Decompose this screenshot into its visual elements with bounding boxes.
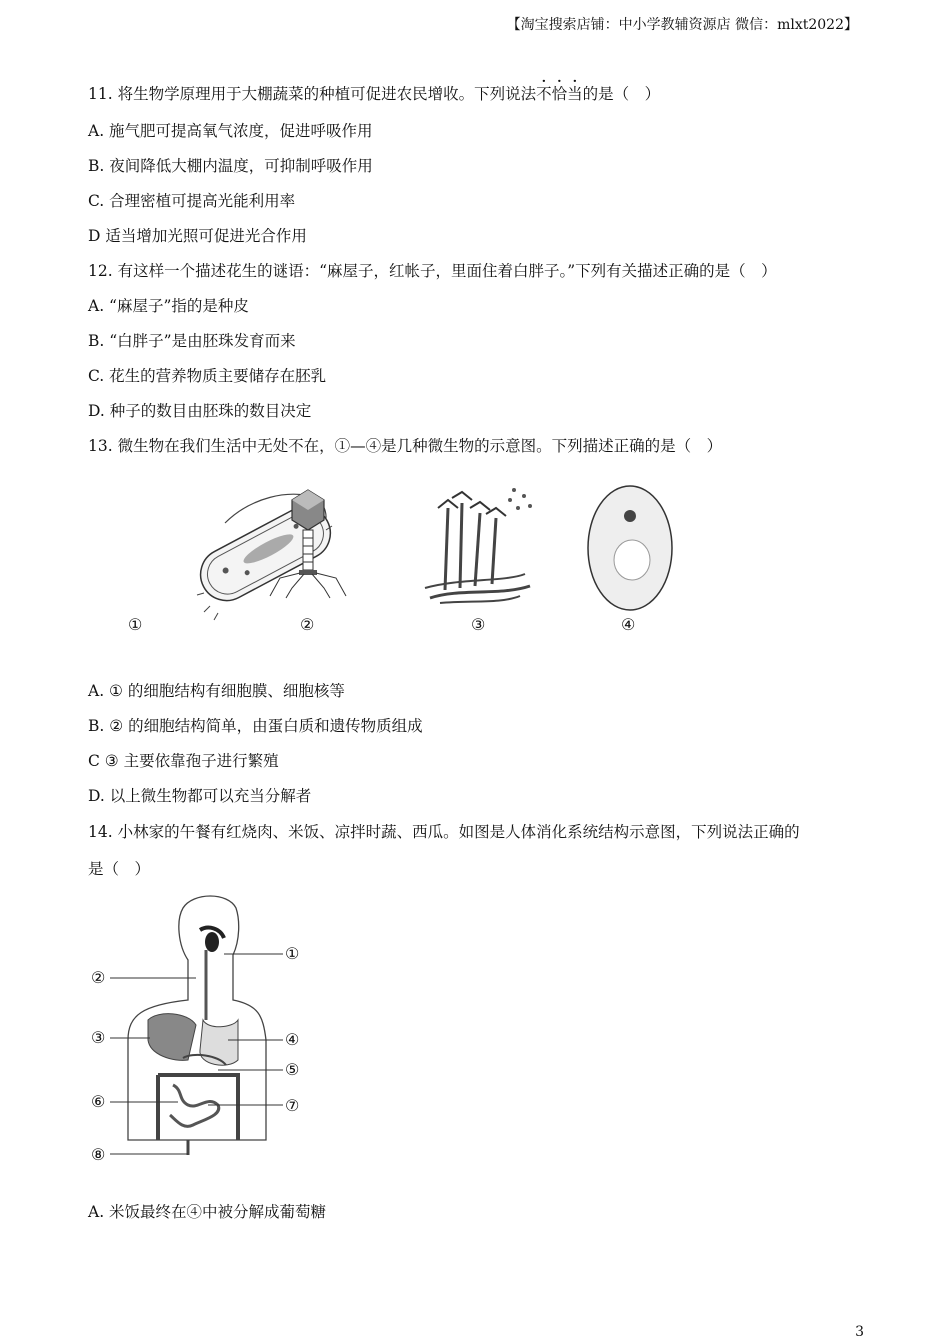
q14-label-8: ⑧ [91, 1145, 106, 1164]
q11-option-c: C. 合理密植可提高光能利用率 [88, 192, 296, 210]
q14-label-3: ③ [91, 1028, 106, 1047]
q14-label-2: ② [91, 968, 106, 987]
q14-label-7: ⑦ [285, 1096, 300, 1115]
q14-label-1: ① [285, 944, 300, 963]
q11-option-b: B. 夜间降低大棚内温度，可抑制呼吸作用 [88, 157, 373, 175]
page-number: 3 [855, 1324, 864, 1340]
mold-illustration [425, 488, 532, 603]
page-header: 【淘宝搜索店铺：中小学教辅资源店 微信：mlxt2022】 [506, 17, 858, 33]
q12-option-d: D. 种子的数目由胚珠的数目决定 [88, 402, 312, 420]
q13-label-3: ③ [471, 615, 486, 634]
q11-option-a: A. 施气肥可提高氧气浓度，促进呼吸作用 [88, 122, 373, 140]
q11-stem-post: 的是（ ） [582, 85, 661, 103]
q11-option-d: D 适当增加光照可促进光合作用 [88, 227, 307, 245]
q11-stem [88, 82, 660, 104]
q14-label-5: ⑤ [285, 1060, 300, 1079]
q13-label-2: ② [300, 615, 315, 634]
q13-stem: 13. 微生物在我们生活中无处不在，①—④是几种微生物的示意图。下列描述正确的是（ ） [88, 437, 723, 455]
q11-stem-pre: 11. 将生物学原理用于大棚蔬菜的种植可促进农民增收。下列说法 [88, 85, 537, 103]
q11-emph-3: 当 [567, 85, 583, 103]
q13-option-a: A. ① 的细胞结构有细胞膜、细胞核等 [88, 682, 345, 700]
q12-option-a: A. “麻屋子”指的是种皮 [88, 297, 249, 315]
q13-label-1: ① [128, 615, 143, 634]
q11-emph-1: 不 [536, 85, 552, 103]
q13-option-c: C ③ 主要依靠孢子进行繁殖 [88, 752, 279, 770]
q13-option-b: B. ② 的细胞结构简单，由蛋白质和遗传物质组成 [88, 717, 423, 735]
q13-label-4: ④ [621, 615, 636, 634]
yeast-illustration [588, 486, 672, 610]
q13-option-d: D. 以上微生物都可以充当分解者 [88, 787, 312, 805]
q12-option-b: B. “白胖子”是由胚珠发育而来 [88, 332, 296, 350]
q12-stem: 12. 有这样一个描述花生的谜语：“麻屋子，红帐子，里面住着白胖子。”下列有关描述正确的是（ ） [88, 262, 777, 280]
microbes-figure [100, 478, 700, 648]
q14-option-a: A. 米饭最终在④中被分解成葡萄糖 [88, 1203, 327, 1221]
q12-option-c: C. 花生的营养物质主要储存在胚乳 [88, 367, 327, 385]
q14-stem-line2: 是（ ） [88, 860, 151, 878]
q11-emph-2: 恰 [551, 85, 568, 103]
q14-stem-line1: 14. 小林家的午餐有红烧肉、米饭、凉拌时蔬、西瓜。如图是人体消化系统结构示意图，下列说法正确的 [88, 823, 800, 841]
q14-label-6: ⑥ [91, 1092, 106, 1111]
q14-label-4: ④ [285, 1030, 300, 1049]
